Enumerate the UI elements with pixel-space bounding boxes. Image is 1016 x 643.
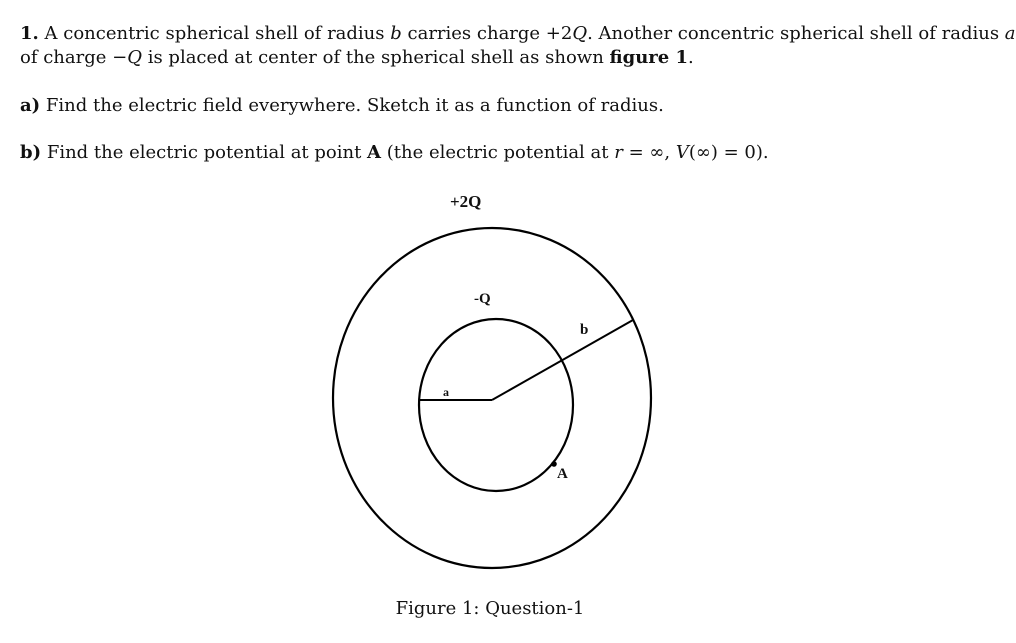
part-b-label: b) — [20, 142, 42, 163]
part-b: b) Find the electric potential at point A (the electric potential at r = ∞, V(∞) = 0). — [20, 142, 769, 163]
radius-b-line — [492, 320, 633, 400]
problem-number: 1. — [20, 23, 39, 44]
problem-line-1: 1. A concentric spherical shell of radius b carries charge +2Q. Another concentric spherical shell of radius a — [20, 23, 1016, 44]
point-a-label: A — [557, 466, 568, 482]
figure-caption: Figure 1: Question-1 — [395, 598, 585, 619]
problem-line-2: of charge −Q is placed at center of the spherical shell as shown figure 1. — [20, 47, 694, 68]
radius-b-label: b — [580, 322, 589, 338]
figure-reference: figure 1 — [609, 47, 689, 68]
var-q: Q — [572, 23, 588, 44]
point-a-marker — [551, 461, 557, 467]
inner-shell — [419, 319, 573, 491]
radius-a-label: a — [443, 385, 449, 399]
part-a-label: a) — [20, 95, 41, 116]
point-a-ref: A — [367, 142, 382, 163]
outer-charge-label: +2Q — [450, 192, 482, 211]
var-v: V — [675, 142, 689, 163]
var-a: a — [1004, 23, 1016, 44]
outer-shell — [333, 228, 651, 568]
var-q: Q — [127, 47, 142, 68]
var-r: r — [614, 142, 623, 163]
var-b: b — [390, 23, 402, 44]
inner-charge-label: -Q — [474, 291, 491, 307]
part-a-text: Find the electric field everywhere. Sketch it as a function of radius. — [40, 95, 664, 116]
